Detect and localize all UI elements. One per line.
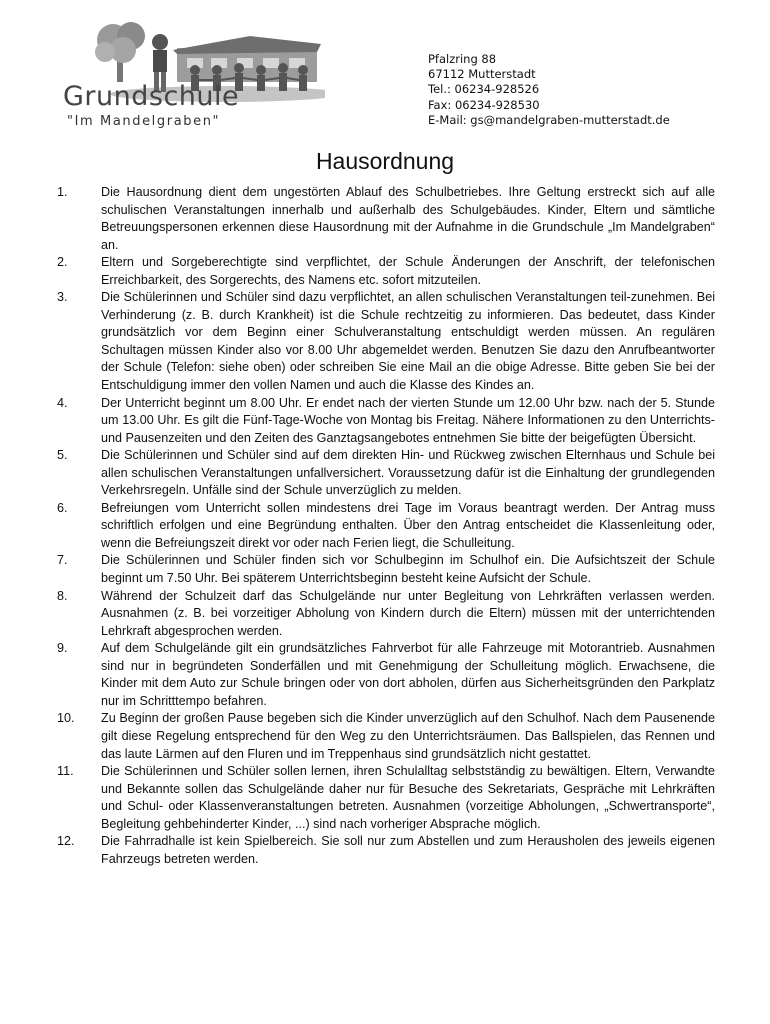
- rule-number: 7.: [57, 553, 68, 568]
- rule-text: Die Fahrradhalle ist kein Spielbereich. Sie soll nur zum Abstellen und zum Herausholen des jeweils eigenen Fahrzeugs betreten werden.: [101, 834, 715, 866]
- rule-item: [0, 763, 770, 833]
- rule-text: Zu Beginn der großen Pause begeben sich die Kinder unverzüglich auf den Schulhof. Nach dem Pausenende gilt diese Regelung entsprechend für den Weg zu den Unterrichtsräumen. Das Ballspielen, das Rennen und das laute Lärmen auf den Fluren und im Treppenhaus sind grundsätzlich nicht gestattet.: [101, 711, 715, 761]
- rule-item: [0, 289, 770, 394]
- rule-text: Die Schülerinnen und Schüler sollen lernen, ihren Schulalltag selbstständig zu bewältigen. Eltern, Verwandte und Bekannte sollen das Schulgelände daher nur für Besuche des Sekretariats, Gespräche mit Lehrkräften und Schul- oder Klassenveranstaltungen betreten. Ausnahmen (vorzeitige Abholungen, „Schwertransporte“, Begleitung gehbehinderter Kinder, ...) sind nach vorheriger Absprache möglich.: [101, 764, 715, 831]
- rule-item: [0, 447, 770, 500]
- rule-item: [0, 500, 770, 553]
- rule-item: [0, 184, 770, 254]
- fax: Fax: 06234-928530: [428, 97, 540, 112]
- rule-number: 11.: [57, 764, 74, 779]
- rule-text: Die Schülerinnen und Schüler sind auf dem direkten Hin- und Rückweg zwischen Elternhaus und Schule bei allen schulischen Veranstaltungen unfallversichert. Voraussetzung dafür ist die Einhaltung der grundlegenden Verkehrsregeln. Unfälle sind der Schule unverzüglich zu melden.: [101, 448, 715, 498]
- rule-item: [0, 833, 770, 868]
- rule-text: Befreiungen vom Unterricht sollen mindestens drei Tage im Voraus beantragt werden. Der Antrag muss schriftlich erfolgen und eine Begründung enthalten. Über den Antrag entscheidet die Klassenleitung oder, wenn die Befreiungszeit direkt vor oder nach Ferien liegt, die Schulleitung.: [101, 500, 715, 550]
- rule-item: [0, 395, 770, 448]
- rule-text: Die Schülerinnen und Schüler finden sich vor Schulbeginn im Schulhof ein. Die Aufsichtszeit der Schule beginnt um 7.50 Uhr. Bei späterem Unterrichtsbeginn besteht keine Aufsicht der Schule.: [101, 553, 715, 586]
- rule-text: Der Unterricht beginnt um 8.00 Uhr. Er endet nach der vierten Stunde um 12.00 Uhr bzw. nach der 5. Stunde um 13.00 Uhr. Es gilt die Fünf-Tage-Woche von Montag bis Freitag. Nähere Informationen zu den Unterrichts- und Pausenzeiten und den Zeiten des Ganztagsangebotes entnehmen Sie bitte der beigefügten Übersicht.: [101, 395, 715, 445]
- rule-text: Während der Schulzeit darf das Schulgelände nur unter Begleitung von Lehrkräften verlassen werden. Ausnahmen (z. B. bei vorzeitiger Abholung von Kindern durch die Eltern) müssen mit der unterrichtenden Lehrkraft abgesprochen werden.: [101, 588, 715, 638]
- email: E-Mail: gs@mandelgraben-mutterstadt.de: [428, 112, 670, 127]
- rule-number: 6.: [57, 500, 68, 515]
- rule-text: Die Hausordnung dient dem ungestörten Ablauf des Schulbetriebes. Ihre Geltung erstreckt sich auf alle schulischen Veranstaltungen innerhalb und außerhalb des Schulgebäudes. Kinder, Eltern und sämtliche Betreuungspersonen erkennen diese Hausordnung mit der Aufnahme in die Grundschule „Im Mandelgraben“ an.: [101, 185, 715, 252]
- rule-number: 1.: [57, 185, 68, 199]
- school-name: Grundschule: [63, 81, 240, 112]
- rule-item: [0, 710, 770, 763]
- rule-text: Die Schülerinnen und Schüler sind dazu verpflichtet, an allen schulischen Veranstaltungen teil-zunehmen. Bei Verhinderung (z. B. durch Krankheit) ist die Schule rechtzeitig zu informieren. Das bedeutet, dass Kinder grundsätzlich vor dem Beginn einer Schulveranstaltung entschuldigt werden müssen. An regulären Schultagen müssen Kinder also vor 8.00 Uhr abgemeldet werden. Benutzen Sie dazu den Anrufbeantworter der Schule (Telefon: siehe oben) oder schreiben Sie eine Mail an die obige Adresse. Bitte geben Sie bei der Entschuldigung immer den vollen Namen und auch die Klasse des Kindes an.: [101, 290, 715, 393]
- school-subtitle: "Im Mandelgraben": [67, 114, 221, 129]
- phone: Tel.: 06234-928526: [428, 82, 540, 97]
- rule-number: 8.: [57, 588, 68, 603]
- rule-number: 3.: [57, 290, 68, 305]
- rule-number: 5.: [57, 448, 68, 463]
- address-city: 67112 Mutterstadt: [428, 67, 536, 82]
- rule-item: [0, 588, 770, 641]
- contact-block: [428, 52, 670, 128]
- rule-item: [0, 552, 770, 587]
- rule-text: Eltern und Sorgeberechtigte sind verpflichtet, der Schule Änderungen der Anschrift, der telefonischen Erreichbarkeit, des Sorgerechts, des Namens etc. sofort mitzuteilen.: [101, 255, 715, 287]
- rule-number: 12.: [57, 834, 75, 849]
- rule-number: 4.: [57, 395, 68, 410]
- rule-item: [0, 254, 770, 289]
- page-title: Hausordnung: [315, 148, 455, 174]
- rule-number: 10.: [57, 711, 75, 726]
- rule-number: 2.: [57, 255, 68, 270]
- rule-text: Auf dem Schulgelände gilt ein grundsätzliches Fahrverbot für alle Fahrzeuge mit Motorantrieb. Ausnahmen sind nur in begründeten Sonderfällen und mit Genehmigung der Schulleitung möglich. Erwachsene, die Kinder mit dem Auto zur Schule bringen oder von dort abholen, dürfen aus Sicherheitsgründen den Parkplatz nur im Schritttempo befahren.: [101, 641, 715, 708]
- rule-number: 9.: [57, 641, 68, 656]
- rules-list: [0, 184, 770, 868]
- address-street: Pfalzring 88: [428, 52, 497, 66]
- rule-item: [0, 640, 770, 710]
- school-logo: [55, 18, 325, 136]
